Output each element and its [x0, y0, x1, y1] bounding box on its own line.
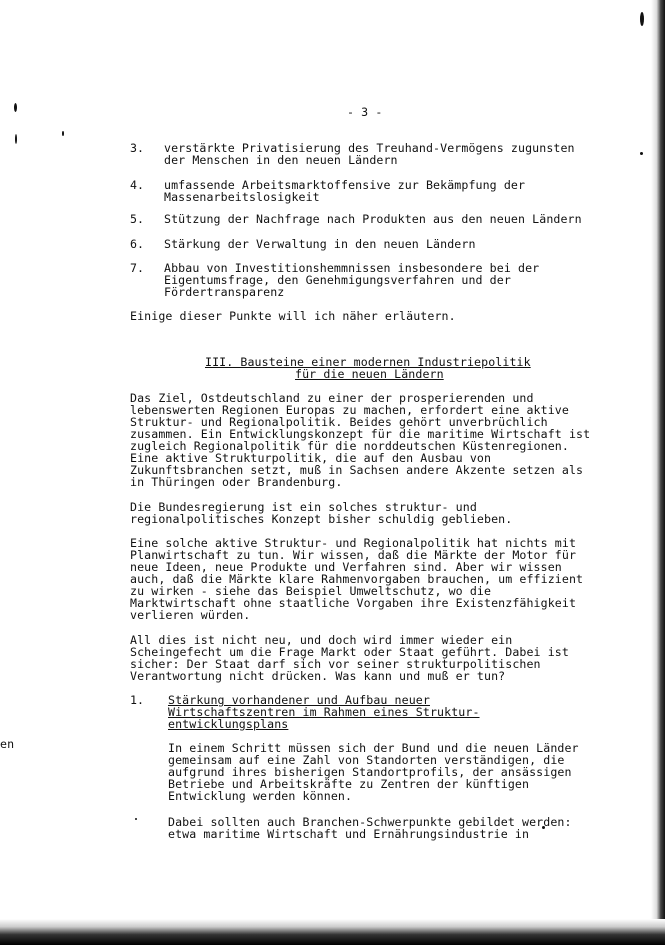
- point-line: Massenarbeitslosigkeit: [164, 190, 320, 204]
- point-line: Eigentumsfrage, den Genehmigungsverfahren und der: [164, 273, 511, 287]
- margin-fragment: en: [0, 737, 15, 751]
- paragraph-line: auch, daß die Märkte klare Rahmenvorgaben brauchen, um effizient: [130, 572, 584, 586]
- subsection-heading-line: Wirtschaftszentren im Rahmen eines Struktur-: [168, 705, 480, 719]
- point-line: Stützung der Nachfrage nach Produkten aus den neuen Ländern: [164, 212, 582, 226]
- paragraph-line: Eine aktive Strukturpolitik, die auf den Ausbau von: [130, 451, 492, 465]
- intro-line: Einige dieser Punkte will ich näher erläutern.: [130, 309, 456, 323]
- subsection-paragraph-line: Betriebe und Arbeitskräfte zu Zentren der künftigen: [168, 777, 530, 791]
- paragraph-line: Die Bundesregierung ist ein solches struktur- und: [130, 500, 477, 514]
- subsection-paragraph-line: Entwicklung werden können.: [168, 789, 353, 803]
- paragraph-line: All dies ist nicht neu, und doch wird immer wieder ein: [130, 633, 513, 647]
- point-number: 7.: [130, 261, 144, 275]
- scan-speck: [62, 131, 64, 136]
- scan-speck: [640, 152, 643, 155]
- paragraph-line: sicher: Der Staat darf sich vor seiner strukturpolitischen: [130, 657, 541, 671]
- subsection-heading-line: Stärkung vorhandener und Aufbau neuer: [168, 693, 430, 707]
- scan-speck: [14, 103, 17, 112]
- paragraph-line: lebenswerten Regionen Europas zu machen, erfordert eine aktive: [130, 403, 569, 417]
- point-line: Abbau von Investitionshemmnissen insbesondere bei der: [164, 261, 540, 275]
- point-line: umfassende Arbeitsmarktoffensive zur Bekämpfung der: [164, 178, 526, 192]
- section-heading-line2: für die neuen Ländern: [295, 367, 444, 381]
- subsection-paragraph-line: aufgrund ihres bisherigen Standortprofils, der ansässigen: [168, 765, 572, 779]
- scan-speck: [15, 134, 17, 144]
- paragraph-line: verlieren würden.: [130, 608, 251, 622]
- point-number: 4.: [130, 178, 144, 192]
- point-line: Fördertransparenz: [164, 285, 285, 299]
- subsection-paragraph-line: gemeinsam auf eine Zahl von Standorten verständigen, die: [168, 753, 565, 767]
- point-line: Stärkung der Verwaltung in den neuen Ländern: [164, 237, 476, 251]
- point-number: 3.: [130, 141, 144, 155]
- point-number: 5.: [130, 212, 144, 226]
- section-heading-line1: III. Bausteine einer modernen Industriepolitik: [205, 355, 531, 369]
- paragraph-line: Das Ziel, Ostdeutschland zu einer der prosperierenden und: [130, 391, 534, 405]
- paragraph-line: zusammen. Ein Entwicklungskonzept für die maritime Wirtschaft ist: [130, 427, 591, 441]
- subsection-paragraph-line: Dabei sollten auch Branchen-Schwerpunkte gebildet werden:: [168, 815, 572, 829]
- paragraph-line: regionalpolitisches Konzept bisher schuldig geblieben.: [130, 512, 513, 526]
- paragraph-line: zugleich Regionalpolitik für die norddeutschen Küstenregionen.: [130, 439, 569, 453]
- paragraph-line: in Thüringen oder Brandenburg.: [130, 475, 343, 489]
- paragraph-line: Struktur- und Regionalpolitik. Beides gehört unverbrüchlich: [130, 415, 548, 429]
- scan-edge-bottom: [0, 919, 665, 945]
- scan-speck: [135, 818, 137, 820]
- paragraph-line: Marktwirtschaft ohne staatliche Vorgaben ihre Existenzfähigkeit: [130, 596, 577, 610]
- point-line: der Menschen in den neuen Ländern: [164, 153, 398, 167]
- page-number: - 3 -: [347, 105, 383, 119]
- scan-speck: [640, 12, 644, 26]
- paragraph-line: Eine solche aktive Struktur- und Regionalpolitik hat nichts mit: [130, 536, 577, 550]
- point-number: 6.: [130, 237, 144, 251]
- subsection-number: 1.: [130, 693, 144, 707]
- paragraph-line: Planwirtschaft zu tun. Wir wissen, daß die Märkte der Motor für: [130, 548, 577, 562]
- paragraph-line: Scheingefecht um die Frage Markt oder Staat geführt. Dabei ist: [130, 645, 569, 659]
- scan-edge-right: [651, 0, 665, 945]
- point-line: verstärkte Privatisierung des Treuhand-Vermögens zugunsten: [164, 141, 575, 155]
- paragraph-line: zu wirken - siehe das Beispiel Umweltschutz, wo die: [130, 584, 492, 598]
- subsection-paragraph-line: In einem Schritt müssen sich der Bund und die neuen Länder: [168, 741, 579, 755]
- paragraph-line: Zukunftsbranchen setzt, muß in Sachsen andere Akzente setzen als: [130, 463, 584, 477]
- subsection-paragraph-line: etwa maritime Wirtschaft und Ernährungsindustrie in: [168, 827, 530, 841]
- paragraph-line: Verantwortung nicht drücken. Was kann und muß er tun?: [130, 669, 506, 683]
- subsection-heading-line: entwicklungsplans: [168, 717, 289, 731]
- paragraph-line: neue Ideen, neue Produkte und Verfahren sind. Aber wir wissen: [130, 560, 562, 574]
